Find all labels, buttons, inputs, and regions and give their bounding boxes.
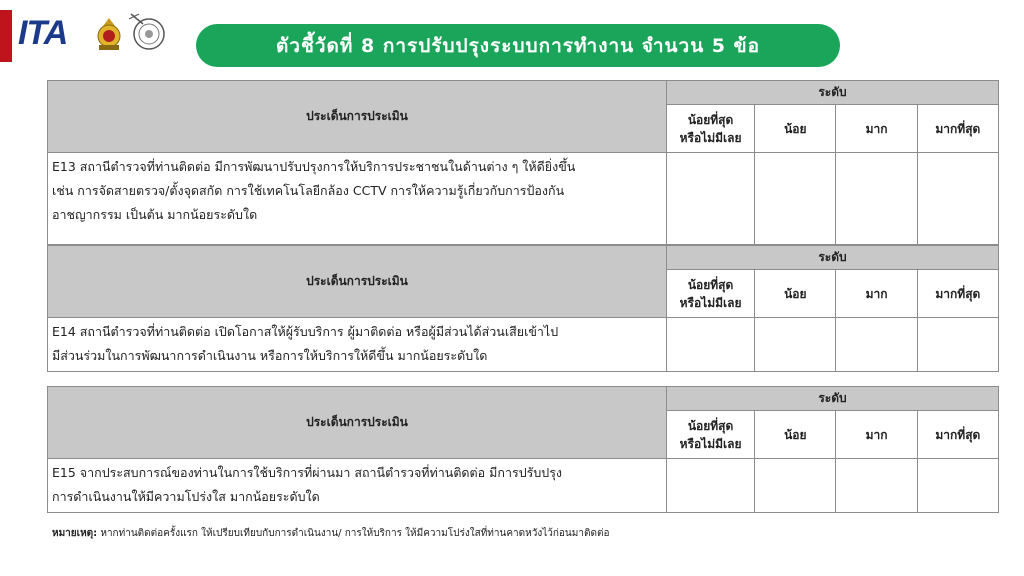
answer-cell-least[interactable]	[666, 318, 754, 372]
answer-cell-high[interactable]	[836, 459, 917, 513]
answer-cell-low[interactable]	[755, 153, 836, 245]
answer-cell-high[interactable]	[836, 153, 917, 245]
question-e15: E15 จากประสบการณ์ของท่านในการใช้บริการที่ผ่านมา สถานีตำรวจที่ท่านติดต่อ มีการปรับปรุง การดำเนินงานให้มีความโปร่งใส มากน้อยระดับใด	[48, 459, 667, 513]
level-least: น้อยที่สุด หรือไม่มีเลย	[666, 105, 754, 153]
level-low: น้อย	[755, 105, 836, 153]
police-seal-icon	[127, 10, 169, 54]
answer-cell-highest[interactable]	[917, 153, 998, 245]
banner-title: ตัวชี้วัดที่ 8 การปรับปรุงระบบการทำงาน จำนวน 5 ข้อ	[275, 34, 761, 57]
col-header-level: ระดับ	[666, 81, 998, 105]
question-e14: E14 สถานีตำรวจที่ท่านติดต่อ เปิดโอกาสให้ผู้รับบริการ ผู้มาติดต่อ หรือผู้มีส่วนได้ส่วนเสียเข้าไป มีส่วนร่วมในการพัฒนาการดำเนินงาน หรือการให้บริการให้ดีขึ้น มากน้อยระดับใด	[48, 318, 667, 372]
level-highest: มากที่สุด	[917, 411, 998, 459]
assessment-table-e14	[47, 245, 999, 372]
level-high: มาก	[836, 270, 917, 318]
answer-cell-highest[interactable]	[917, 459, 998, 513]
level-highest: มากที่สุด	[917, 270, 998, 318]
level-highest: มากที่สุด	[917, 105, 998, 153]
col-header-level: ระดับ	[666, 387, 998, 411]
level-high: มาก	[836, 105, 917, 153]
footnote-label: หมายเหตุ:	[52, 528, 98, 539]
answer-cell-low[interactable]	[755, 318, 836, 372]
ita-logo: ITA	[18, 14, 68, 52]
answer-cell-low[interactable]	[755, 459, 836, 513]
answer-cell-least[interactable]	[666, 153, 754, 245]
assessment-table-e15	[47, 386, 999, 513]
level-low: น้อย	[755, 270, 836, 318]
level-least: น้อยที่สุด หรือไม่มีเลย	[666, 411, 754, 459]
level-least: น้อยที่สุด หรือไม่มีเลย	[666, 270, 754, 318]
answer-cell-highest[interactable]	[917, 318, 998, 372]
level-low: น้อย	[755, 411, 836, 459]
answer-cell-least[interactable]	[666, 459, 754, 513]
col-header-level: ระดับ	[666, 246, 998, 270]
assessment-table-e13	[47, 80, 999, 245]
col-header-issue: ประเด็นการประเมิน	[48, 246, 667, 318]
footnote-text: หากท่านติดต่อครั้งแรก ให้เปรียบเทียบกับการดำเนินงาน/ การให้บริการ ให้มีความโปร่งใสที่ท่านคาดหวังไว้ก่อนมาติดต่อ	[97, 528, 610, 539]
crest-emblem-icon	[95, 16, 123, 52]
col-header-issue: ประเด็นการประเมิน	[48, 387, 667, 459]
red-accent-bar	[0, 10, 12, 62]
indicator-title-banner	[196, 24, 840, 67]
level-high: มาก	[836, 411, 917, 459]
question-e13: E13 สถานีตำรวจที่ท่านติดต่อ มีการพัฒนาปรับปรุงการให้บริการประชาชนในด้านต่าง ๆ ให้ดียิ่งขึ้น เช่น การจัดสายตรวจ/ตั้งจุดสกัด การใช้เทคโนโลยีกล้อง CCTV การให้ความรู้เกี่ยวกับการป้องกัน อาชญากรรม เป็นต้น มากน้อยระดับใด	[48, 153, 667, 245]
col-header-issue: ประเด็นการประเมิน	[48, 81, 667, 153]
answer-cell-high[interactable]	[836, 318, 917, 372]
footnote	[52, 526, 609, 541]
